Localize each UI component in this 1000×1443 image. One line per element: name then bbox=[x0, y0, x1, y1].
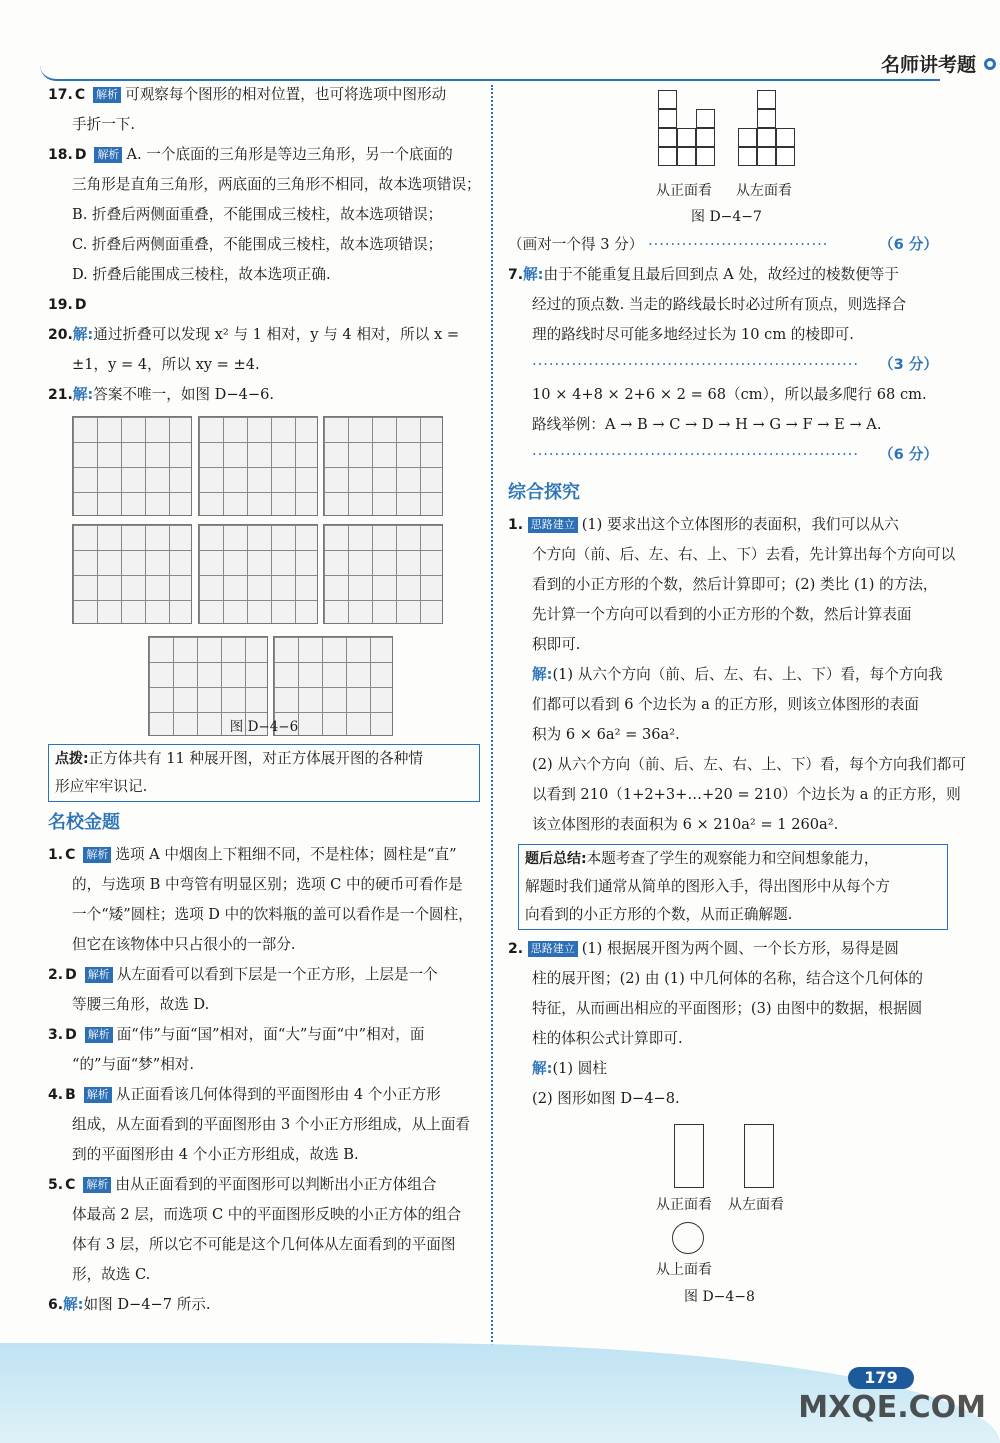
footer bbox=[0, 1333, 1000, 1443]
view-square bbox=[696, 147, 715, 166]
view-square bbox=[658, 128, 677, 147]
header-rule bbox=[40, 55, 940, 81]
view-square bbox=[696, 128, 715, 147]
front-view-label: 从正面看 bbox=[656, 183, 712, 199]
m4-line1: 4. B 解析 从正面看该几何体得到的平面图形由 4 个小正方形 bbox=[48, 1086, 441, 1103]
q17-line1: 17. C 解析 可观察每个图形的相对位置，也可将选项中图形动 bbox=[48, 86, 447, 103]
view-square bbox=[757, 147, 776, 166]
cube-nets-figure bbox=[48, 410, 480, 740]
q7-line1: 7.解:由于不能重复且最后回到点 A 处，故经过的棱数便等于 bbox=[508, 266, 899, 283]
cube-net-2 bbox=[198, 416, 318, 516]
tip-box: 点拨:正方体共有 11 种展开图，对正方体展开图的各种情 形应牢牢识记. bbox=[48, 744, 480, 802]
q18-line3: B. 折叠后两侧面重叠，不能围成三棱柱，故本选项错误； bbox=[72, 206, 443, 223]
analysis-tag: 解析 bbox=[93, 87, 121, 103]
z1-line1: 1. 思路建立 (1) 要求出这个立体图形的表面积，我们可以从六 bbox=[508, 516, 899, 533]
m5-line1: 5. C 解析 由从正面看到的平面图形可以判断出小正方体组合 bbox=[48, 1176, 437, 1193]
m3-line1: 3. D 解析 面“伟”与面“国”相对，面“大”与面“中”相对，面 bbox=[48, 1026, 425, 1043]
view-square bbox=[696, 109, 715, 128]
column-divider bbox=[491, 85, 493, 1350]
view-square bbox=[677, 147, 696, 166]
view-square bbox=[738, 128, 757, 147]
view-square bbox=[757, 90, 776, 109]
cube-net-4 bbox=[72, 524, 192, 624]
m2-line1: 2. D 解析 从左面看可以看到下层是一个正方形，上层是一个 bbox=[48, 966, 438, 983]
view-square bbox=[776, 147, 795, 166]
q19-line: 19. D bbox=[48, 297, 87, 313]
front-view-label: 从正面看 bbox=[656, 1197, 712, 1213]
approach-tag: 思路建立 bbox=[528, 941, 578, 957]
view-square bbox=[658, 109, 677, 128]
view-square bbox=[738, 147, 757, 166]
z2-line1: 2. 思路建立 (1) 根据展开图为两个圆、一个长方形，易得是圆 bbox=[508, 940, 899, 957]
analysis-tag: 解析 bbox=[84, 1087, 112, 1103]
q20-line1: 20.解:通过折叠可以发现 x² 与 1 相对，y 与 4 相对，所以 x = bbox=[48, 326, 460, 343]
q6-score-line: （画对一个得 3 分） ································ （6 分） bbox=[508, 236, 938, 253]
section-title: 综合探究 bbox=[508, 482, 580, 503]
right-column: 从正面看 从左面看 图 D−4−7 （画对一个得 3 分） ································ （6 分） 7.解:由于不能重复且最后回到点 A 处，故经过的棱数便等于 经过的顶点数. 当走的路线最长时必过所有顶点，则选择合 理的路线时尽可能多地经过长为 10 cm 的棱即可. ·························································· （3 分） 10 × 4+8 × 2+6 × 2 = 68（cm），所以最多爬行 68 cm. 路线举例：A → B → C → D → H → G → F → E → A. ·························································· （6 分） 综合探究 1. 思路建立 (1) 要求出这个立体图形的表面积，我们可以从六 个方向（前、后、左、右、上、下）去看，先计算出每个方向可以 看到的小正方形的个数，然后计算即可；(2) 类比 (1) 的方法， 先计算一个方向可以看到的小正方形的个数，然后计算表面 积即可. 解:(1) 从六个方向（前、后、左、右、上、下）看，每个方向我 们都可以看到 6 个边长为 a 的正方形，则该立体图形的表面 积为 6 × 6a² = 36a². (2) 从六个方向（前、后、左、右、上、下）看，每个方向我们都可 以看到 210（1+2+3+…+20 = 210）个边长为 a 的正方形，则 该立体图形的表面积为 6 × 210a² = 1 260a². 题后总结:本题考查了学生的观察能力和空间想象能力， 解题时我们通常从简单的图形入手，得出图形中从每个方 向看到的小正方形的个数，从而正确解题. 2. 思路建立 (1) 根据展开图为两个圆、一个长方形，易得是圆 柱的展开图；(2) 由 (1) 中几何体的名称，结合这个几何体的 特征，从而画出相应的平面图形；(3) 由图中的数据，根据圆 柱的体积公式计算即可. 解:(1) 圆柱 (2) 图形如图 D−4−8. 从正面看 从左面看 从上面看 图 D−4−8 bbox=[508, 80, 948, 1314]
figure-caption: 图 D−4−6 bbox=[229, 719, 299, 735]
left-view-label: 从左面看 bbox=[728, 1197, 784, 1213]
figure-caption: 图 D−4−7 bbox=[691, 209, 762, 225]
front-view-rect bbox=[674, 1124, 704, 1188]
view-square bbox=[677, 128, 696, 147]
view-square bbox=[757, 128, 776, 147]
top-view-circle bbox=[672, 1222, 704, 1254]
view-square bbox=[658, 90, 677, 109]
top-view-label: 从上面看 bbox=[656, 1262, 712, 1278]
left-view-rect bbox=[744, 1124, 774, 1188]
q18-line1: 18. D 解析 A. 一个底面的三角形是等边三角形，另一个底面的 bbox=[48, 146, 453, 163]
section-title: 名校金题 bbox=[48, 812, 120, 833]
q18-line2: 三角形是直角三角形，两底面的三角形不相同，故本选项错误； bbox=[72, 176, 481, 193]
q20-line2: ±1，y = 4，所以 xy = ±4. bbox=[72, 356, 260, 373]
q18-line5: D. 折叠后能围成三棱柱，故本选项正确. bbox=[72, 266, 331, 283]
analysis-tag: 解析 bbox=[85, 1027, 113, 1043]
cube-net-5 bbox=[198, 524, 318, 624]
analysis-tag: 解析 bbox=[94, 147, 122, 163]
q17-line2: 手折一下. bbox=[72, 116, 136, 133]
cube-net-6 bbox=[323, 524, 443, 624]
page-number: 179 bbox=[848, 1367, 914, 1389]
view-square bbox=[757, 109, 776, 128]
m1-line1: 1. C 解析 选项 A 中烟囱上下粗细不同，不是柱体；圆柱是“直” bbox=[48, 846, 457, 863]
analysis-tag: 解析 bbox=[85, 967, 113, 983]
left-view-label: 从左面看 bbox=[736, 183, 792, 199]
approach-tag: 思路建立 bbox=[528, 517, 578, 533]
left-column: 17. C 解析 可观察每个图形的相对位置，也可将选项中图形动 手折一下. 18. D 解析 A. 一个底面的三角形是等边三角形，另一个底面的 三角形是直角三角形，两底面的三角形不相同，故本选项错误； B. 折叠后两侧面重叠，不能围成三棱柱，故本选项错误； C. 折叠后两侧面重叠，不能围成三棱柱，故本选项错误； D. 折叠后能围成三棱柱，故本选项正确. 19. D 20.解:通过折叠可以发现 x² 与 1 相对，y 与 4 相对，所以 x = ±1，y = 4，所以 xy = ±4. 21.解:答案不唯一，如图 D−4−6. 图 D−4−6 点拨:正方体共有 11 种展开图，对正方体展开图的各种情 形应牢牢识记. 名校金题 1. C 解析 选项 A 中烟囱上下粗细不同，不是柱体；圆柱是“直” 的，与选项 B 中弯管有明显区别；选项 C 中的硬币可看作是 一个“矮”圆柱；选项 D 中的饮料瓶的盖可以看作是一个圆柱， 但它在该物体中只占很小的一部分. 2. D 解析 从左面看可以看到下层是一个正方形，上层是一个 等腰三角形，故选 D. 3. D 解析 面“伟”与面“国”相对，面“大”与面“中”相对，面 “的”与面“梦”相对. 4. B 解析 从正面看该几何体得到的平面图形由 4 个小正方形 组成，从左面看到的平面图形由 3 个小正方形组成，从上面看 到的平面图形由 4 个小正方形组成，故选 B. 5. C 解析 由从正面看到的平面图形可以判断出小正方体组合 体最高 2 层，而选项 C 中的平面图形反映的小正方体的组合 体有 3 层，所以它不可能是这个几何体从左面看到的平面图 形，故选 C. 6.解:如图 D−4−7 所示. bbox=[48, 80, 480, 1320]
watermark: MXQE.COM bbox=[798, 1390, 986, 1425]
cube-net-3 bbox=[323, 416, 443, 516]
cube-net-1 bbox=[72, 416, 192, 516]
view-square bbox=[776, 128, 795, 147]
header-ring-icon bbox=[984, 58, 996, 70]
header-title: 名师讲考题 bbox=[880, 54, 976, 76]
figure-d48 bbox=[508, 1114, 948, 1314]
figure-caption: 图 D−4−8 bbox=[684, 1289, 755, 1305]
analysis-tag: 解析 bbox=[83, 1177, 111, 1193]
summary-box: 题后总结:本题考查了学生的观察能力和空间想象能力， 解题时我们通常从简单的图形入手，得出图形中从每个方 向看到的小正方形的个数，从而正确解题. bbox=[518, 844, 948, 930]
analysis-tag: 解析 bbox=[83, 847, 111, 863]
q21-line: 21.解:答案不唯一，如图 D−4−6. bbox=[48, 386, 275, 403]
figure-d47 bbox=[508, 80, 948, 230]
view-square bbox=[658, 147, 677, 166]
m6-line: 6.解:如图 D−4−7 所示. bbox=[48, 1296, 211, 1313]
q18-line4: C. 折叠后两侧面重叠，不能围成三棱柱，故本选项错误； bbox=[72, 236, 443, 253]
